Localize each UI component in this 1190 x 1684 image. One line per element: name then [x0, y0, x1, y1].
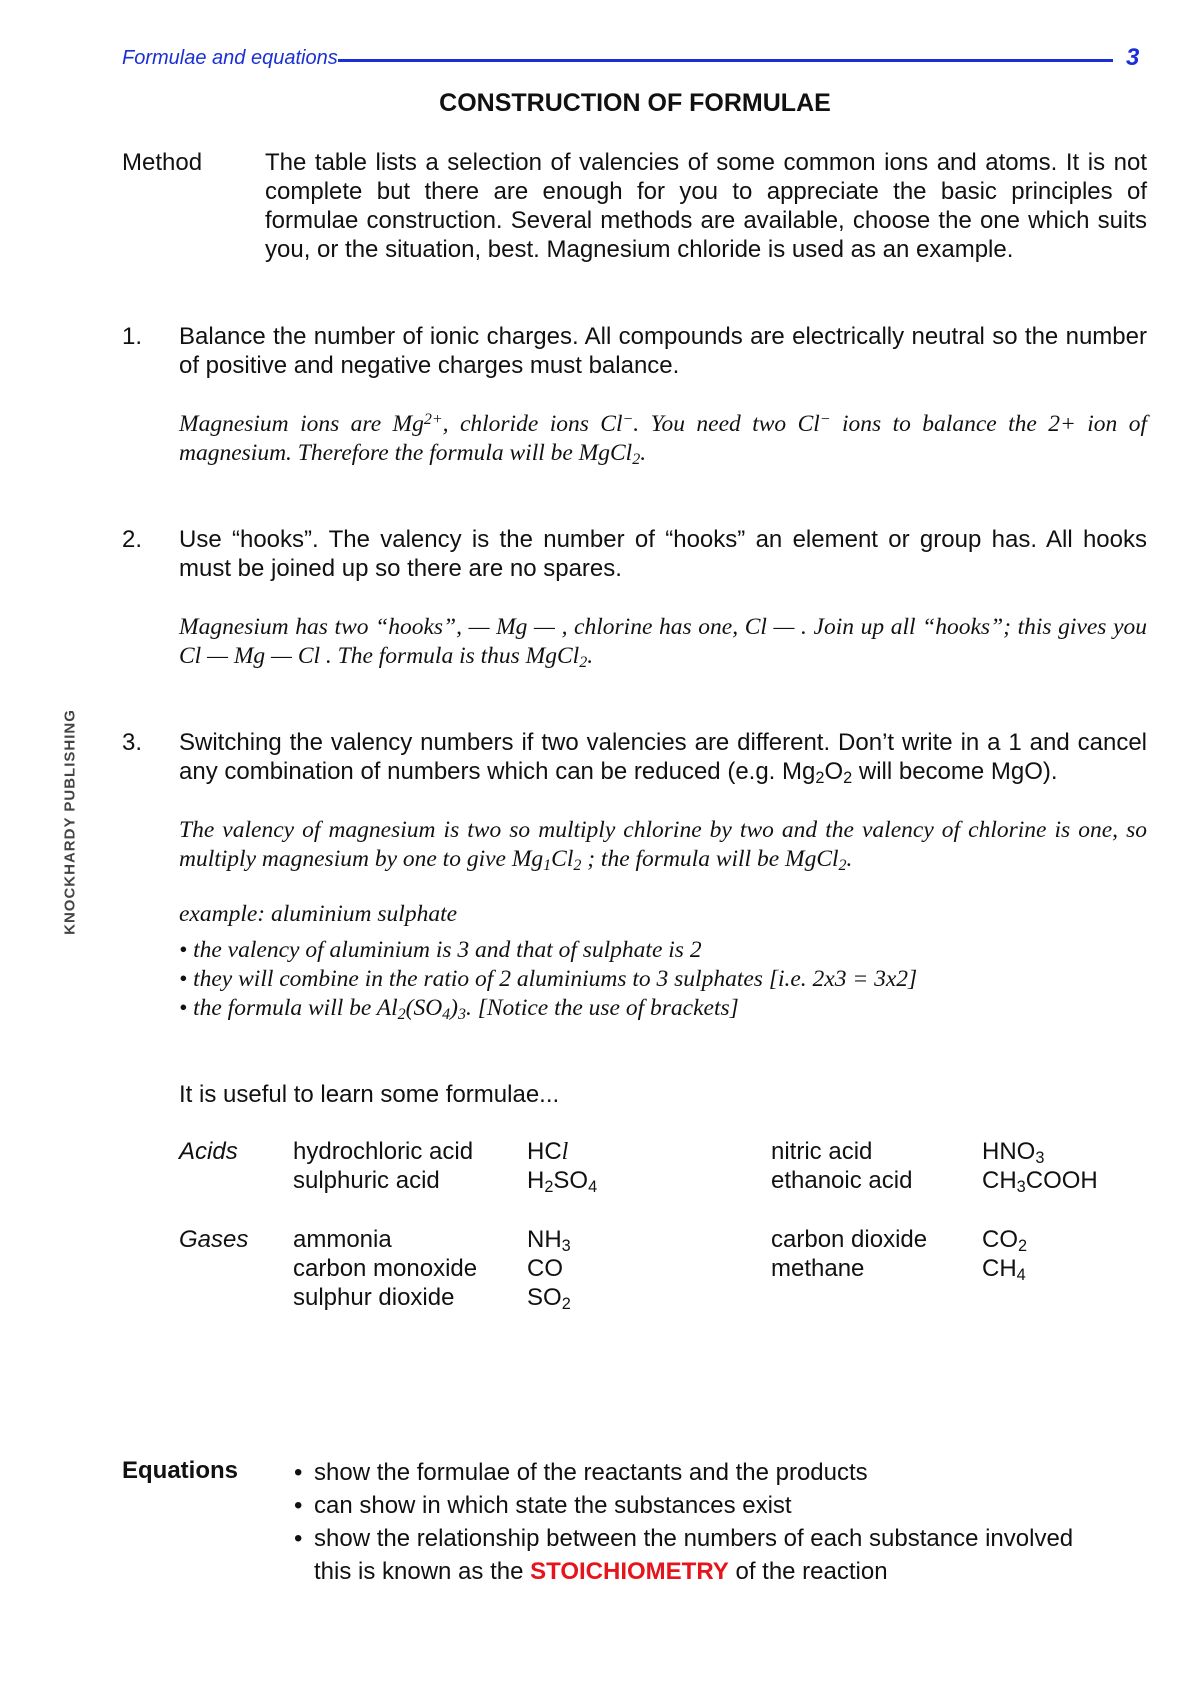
method-label: Method — [122, 149, 203, 176]
gas-formula: $CH_4$ — [982, 1255, 1026, 1285]
point-3-number: 3. — [122, 729, 143, 756]
page-number: 3 — [1126, 44, 1140, 71]
acid-formula: $HNO_3$ — [982, 1138, 1045, 1168]
method-text: The table lists a selection of valencies of some common ions and atoms. It is not complete but there are enough for you to appreciate the basic principles of formulae construction. Several methods are available, choose the one which suits you, or the situation, best. Magnesium chloride is used as an example. — [265, 149, 1147, 263]
equations-stoichiometry-line — [294, 1555, 1154, 1588]
example-bullet-1: • the valency of aluminium is 3 and that of sulphate is 2 — [179, 937, 702, 963]
gas-name: carbon monoxide — [293, 1255, 478, 1282]
equations-list — [294, 1456, 1154, 1588]
equations-item: • show the formulae of the reactants and the products — [294, 1459, 868, 1486]
point-1-example: Magnesium ions are $Mg^{2+}$, chloride ions Cl−. You need two Cl− ions to balance the 2+ ion of magnesium. Therefore the formula will be MgCl$_2$. — [179, 410, 1147, 468]
acid-name: ethanoic acid — [771, 1167, 913, 1194]
stoichiometry-highlight: STOICHIOMETRY — [530, 1558, 729, 1585]
gas-name: carbon dioxide — [771, 1226, 928, 1253]
gas-formula: CO — [527, 1255, 563, 1282]
gases-label: Gases — [179, 1226, 249, 1253]
example-bullet-2: • they will combine in the ratio of 2 aluminiums to 3 sulphates [i.e. 2x3 = 3x2] — [179, 966, 918, 992]
acid-formula: $CH_3COOH$ — [982, 1167, 1098, 1197]
point-2-number: 2. — [122, 526, 143, 553]
gas-name: methane — [771, 1255, 865, 1282]
equations-label: Equations — [122, 1457, 239, 1484]
equations-item: • can show in which state the substances exist — [294, 1492, 792, 1519]
point-2-example: Magnesium has two “hooks”, — Mg — , chlorine has one, Cl — . Join up all “hooks”; this gives you Cl — Mg — Cl . The formula is thus MgCl$_2$. — [179, 614, 1147, 671]
equations-item: • show the relationship between the numbers of each substance involved — [294, 1525, 1074, 1552]
point-3-example: The valency of magnesium is two so multiply chlorine by two and the valency of chlorine is one, so multiply magnesium by one to give $Mg_1Cl_2$ ; the formula will be MgCl$_2$. — [179, 817, 1147, 874]
acids-label: Acids — [179, 1138, 238, 1165]
equations-item-text: show the formulae of the reactants and the products — [314, 1459, 868, 1486]
point-3-text: Switching the valency numbers if two valencies are different. Don’t write in a 1 and cancel any combination of numbers which can be reduced (e.g. $Mg_2O_2$ will become MgO). — [179, 729, 1147, 788]
gas-formula: $NH_3$ — [527, 1226, 571, 1256]
side-publisher-label: KNOCKHARDY PUBLISHING — [61, 709, 79, 935]
example-bullet-3: • the formula will be $Al_2(SO_4)_3$. [Notice the use of brackets] — [179, 995, 739, 1023]
acid-formula: HCl — [527, 1138, 569, 1165]
example-label: example: aluminium sulphate — [179, 901, 458, 927]
acid-name: hydrochloric acid — [293, 1138, 474, 1165]
equations-item-text: can show in which state the substances exist — [314, 1492, 792, 1519]
header-rule — [338, 59, 1113, 62]
acid-name: nitric acid — [771, 1138, 873, 1165]
stoich-pre: this is known as the — [314, 1558, 524, 1585]
gas-formula: $CO_2$ — [982, 1226, 1028, 1256]
example-bullet-list — [179, 936, 917, 1023]
gas-name: sulphur dioxide — [293, 1284, 455, 1311]
point-1-text: Balance the number of ionic charges. All compounds are electrically neutral so the number of positive and negative charges must balance. — [179, 323, 1147, 379]
point-2-text: Use “hooks”. The valency is the number of “hooks” an element or group has. All hooks must be joined up so there are no spares. — [179, 526, 1147, 582]
equations-item-text: show the relationship between the numbers of each substance involved — [314, 1525, 1074, 1552]
point-1-number: 1. — [122, 323, 143, 350]
acid-formula: $H_2SO_4$ — [527, 1167, 598, 1197]
acid-name: sulphuric acid — [293, 1167, 440, 1194]
page-title: CONSTRUCTION OF FORMULAE — [439, 89, 831, 117]
useful-formulae-intro: It is useful to learn some formulae... — [179, 1081, 560, 1108]
gas-formula: $SO_2$ — [527, 1284, 571, 1314]
stoich-post: of the reaction — [735, 1558, 888, 1585]
header-section-title: Formulae and equations — [122, 47, 338, 69]
gas-name: ammonia — [293, 1226, 392, 1253]
